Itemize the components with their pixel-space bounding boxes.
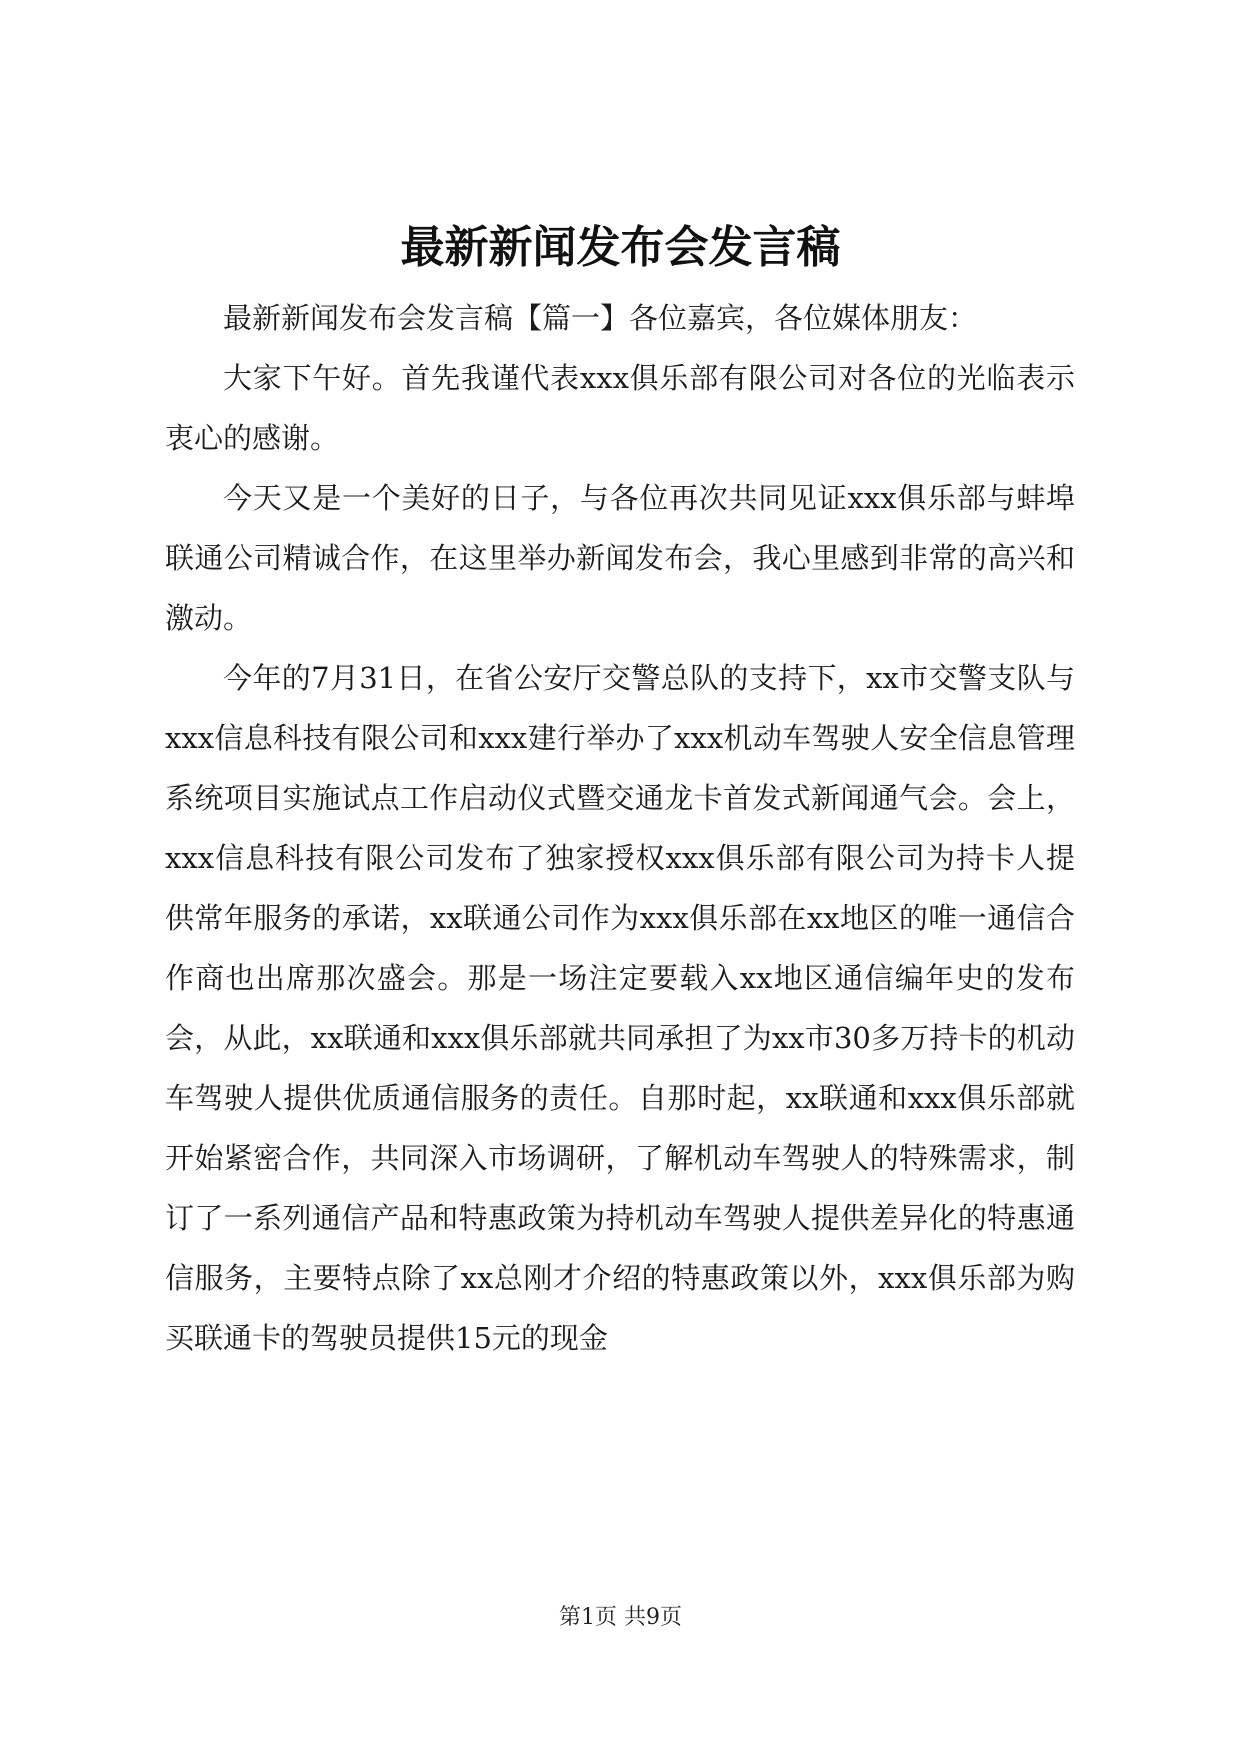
paragraph-today: 今天又是一个美好的日子，与各位再次共同见证xxx俱乐部与蚌埠联通公司精诚合作，在这里举办新闻发布会，我心里感到非常的高兴和激动。: [165, 481, 1075, 635]
document-title: 最新新闻发布会发言稿: [400, 222, 841, 273]
document-body: [165, 288, 1075, 1368]
paragraph-history: 今年的7月31日，在省公安厅交警总队的支持下，xx市交警支队与xxx信息科技有限公司和xxx建行举办了xxx机动车驾驶人安全信息管理系统项目实施试点工作启动仪式暨交通龙卡首发式新闻通气会。会上，xxx信息科技有限公司发布了独家授权xxx俱乐部有限公司为持卡人提供常年服务的承诺，xx联通公司作为xxx俱乐部在xx地区的唯一通信合作商也出席那次盛会。那是一场注定要载入xx地区通信编年史的发布会，从此，xx联通和xxx俱乐部就共同承担了为xx市30多万持卡的机动车驾驶人提供优质通信服务的责任。自那时起，xx联通和xxx俱乐部就开始紧密合作，共同深入市场调研，了解机动车驾驶人的特殊需求，制订了一系列通信产品和特惠政策为持机动车驾驶人提供差异化的特惠通信服务，主要特点除了xx总刚才介绍的特惠政策以外，xxx俱乐部为购买联通卡的驾驶员提供15元的现金: [165, 661, 1075, 1355]
paragraph-greeting: 最新新闻发布会发言稿【篇一】各位嘉宾，各位媒体朋友：: [223, 301, 978, 335]
paragraph-thanks: 大家下午好。首先我谨代表xxx俱乐部有限公司对各位的光临表示衷心的感谢。: [165, 361, 1075, 455]
page-footer: 第1页 共9页: [559, 1605, 682, 1630]
